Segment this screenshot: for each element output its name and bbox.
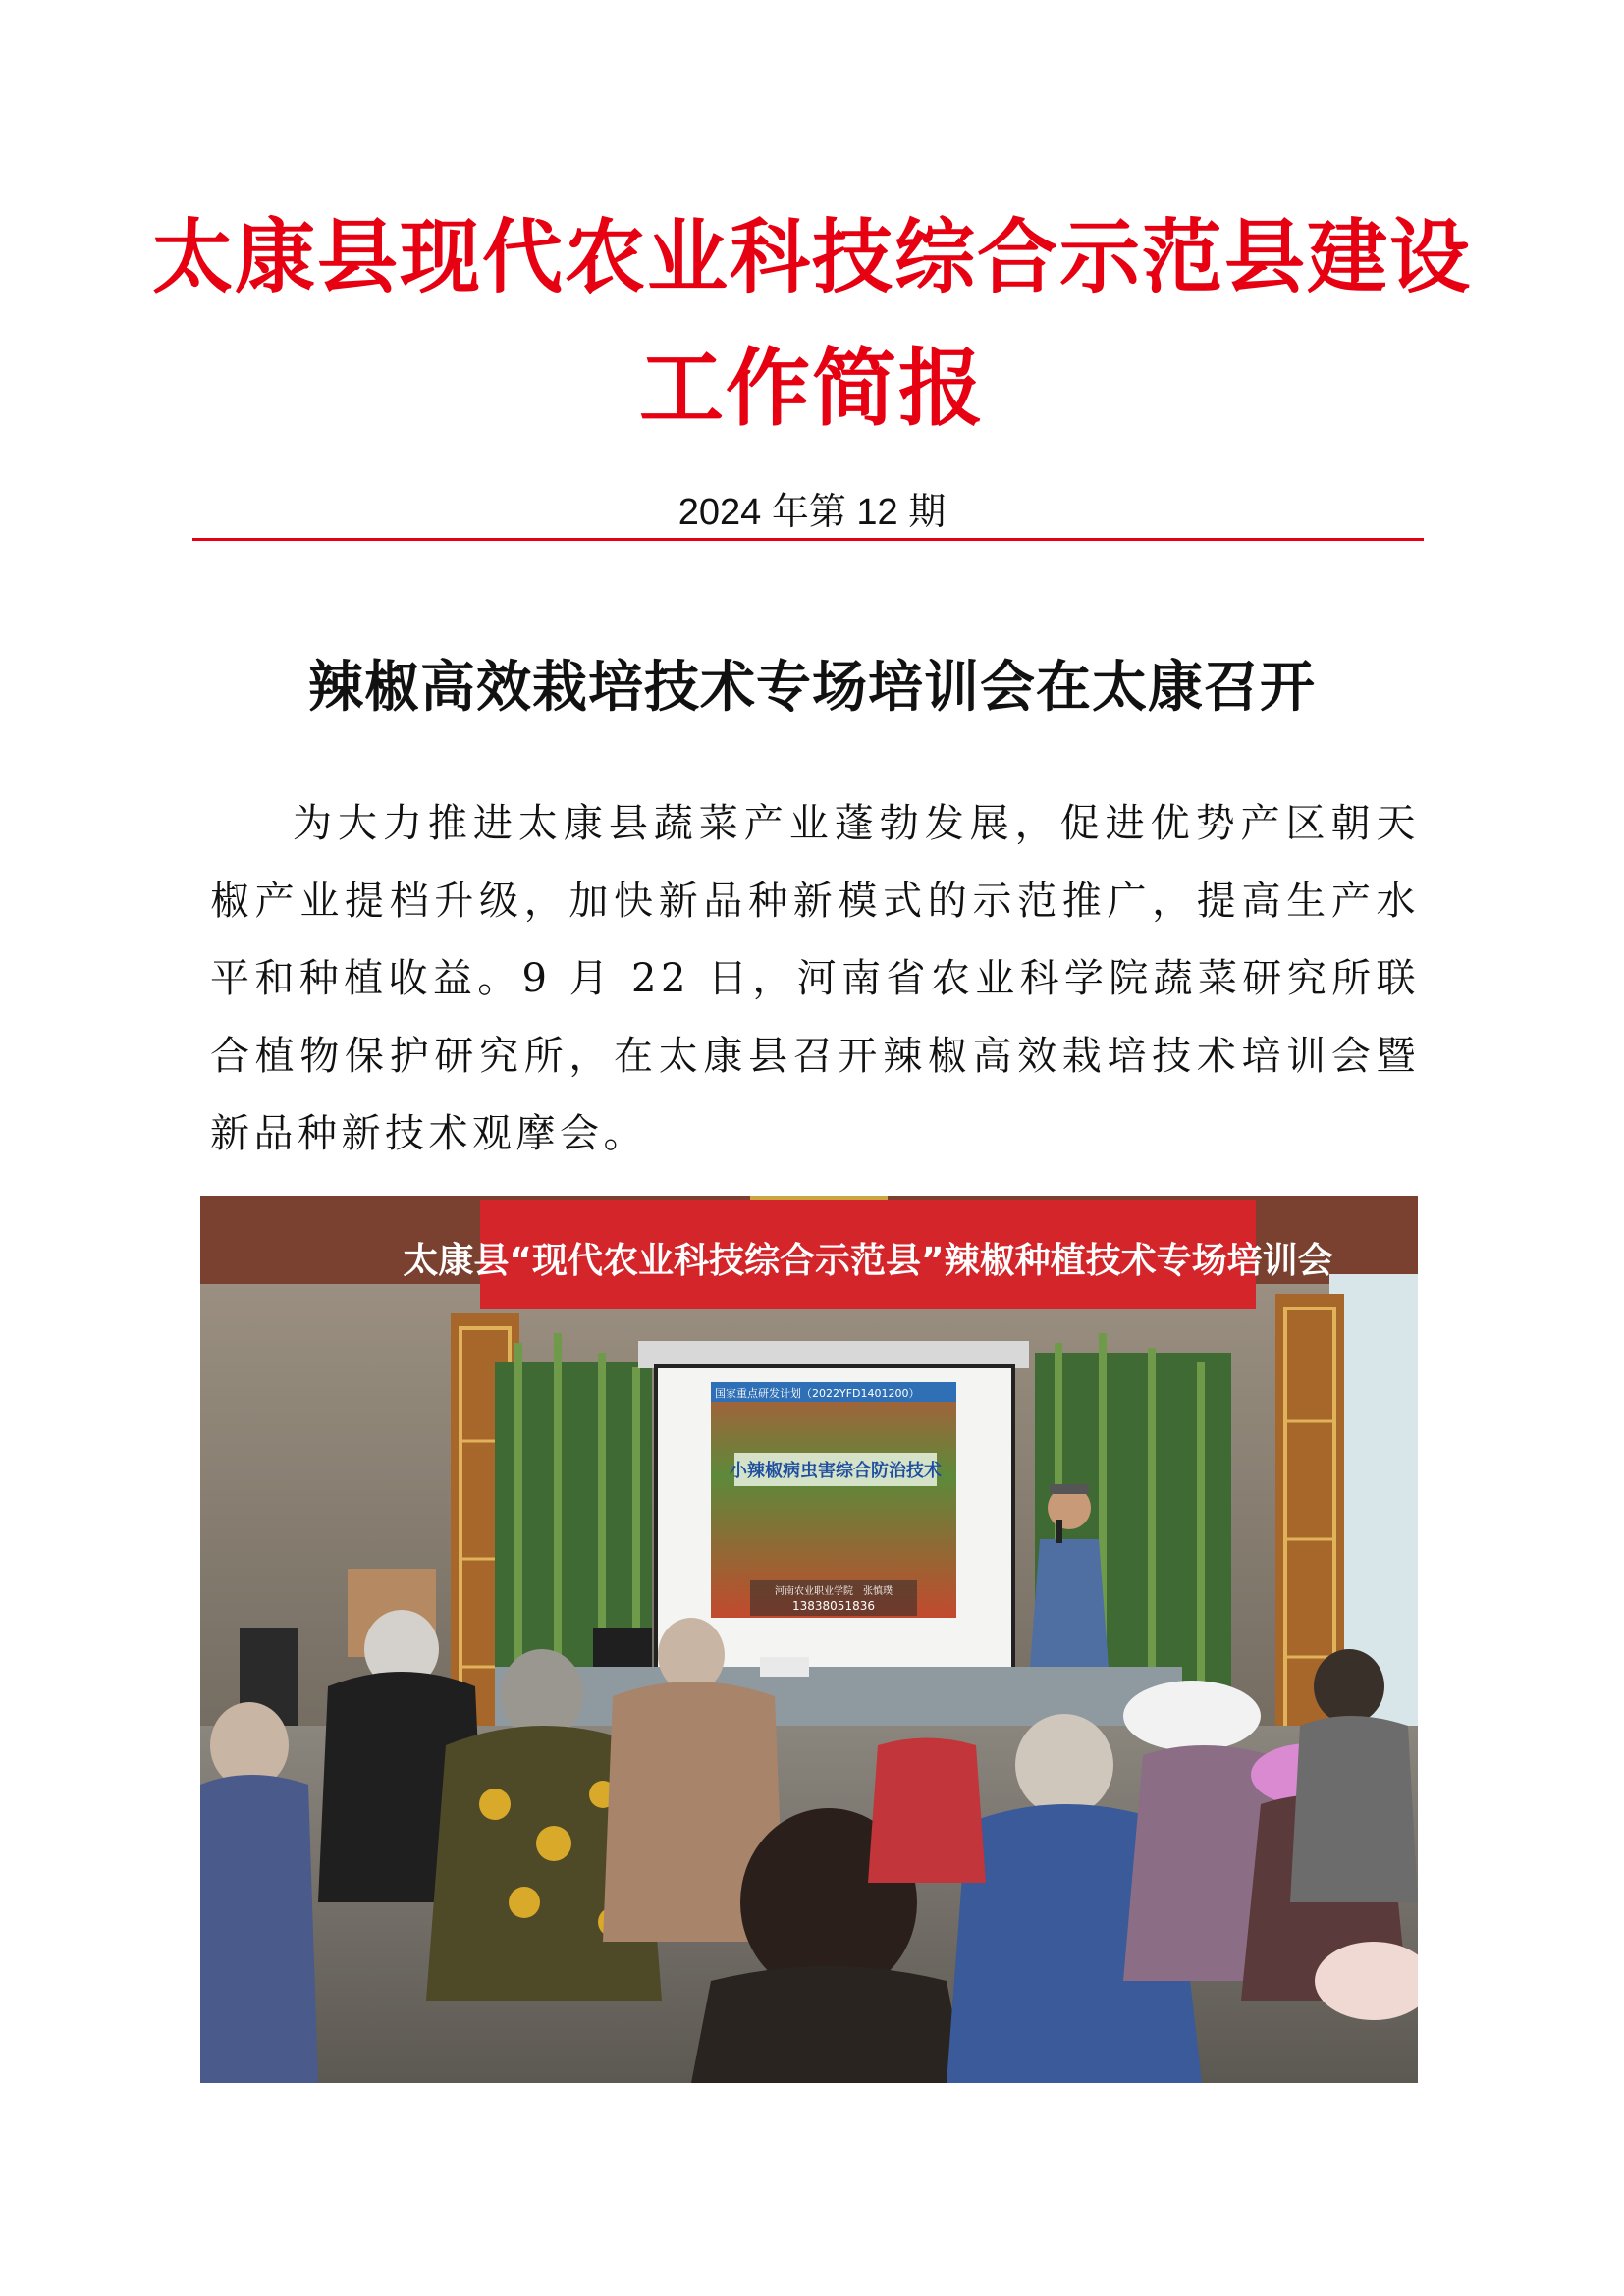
slide-title: 小辣椒病虫害综合防治技术 [730, 1461, 942, 1481]
projector [760, 1657, 809, 1677]
article-paragraph: 为大力推进太康县蔬菜产业蓬勃发展，促进优势产区朝天椒产业提档升级，加快新品种新模式的示范推广，提高生产水平和种植收益。9 月 22 日，河南省农业科学院蔬菜研究所联合植物保护研究所，在太康县召开辣椒高效栽培技术培训会暨新品种新技术观摩会。 [210, 801, 1420, 1156]
training-photo [200, 1196, 1418, 2083]
slide-phone: 13838051836 [792, 1599, 875, 1613]
article-title: 辣椒高效栽培技术专场培训会在太康召开 [308, 655, 1316, 720]
banner-text: 太康县“现代农业科技综合示范县”辣椒种植技术专场培训会 [403, 1241, 1333, 1281]
screen-housing [638, 1341, 1029, 1368]
masthead-divider [192, 538, 1424, 541]
slide-header: 国家重点研发计划（2022YFD1401200） [715, 1387, 920, 1400]
issue-number: 2024 年第 12 期 [677, 492, 947, 533]
masthead-title-line2: 工作简报 [639, 339, 985, 438]
slide-footer: 河南农业职业学院 张慎璞 [775, 1586, 893, 1597]
masthead-title-line1: 太康县现代农业科技综合示范县建设 [151, 210, 1472, 304]
laptop [593, 1628, 652, 1667]
